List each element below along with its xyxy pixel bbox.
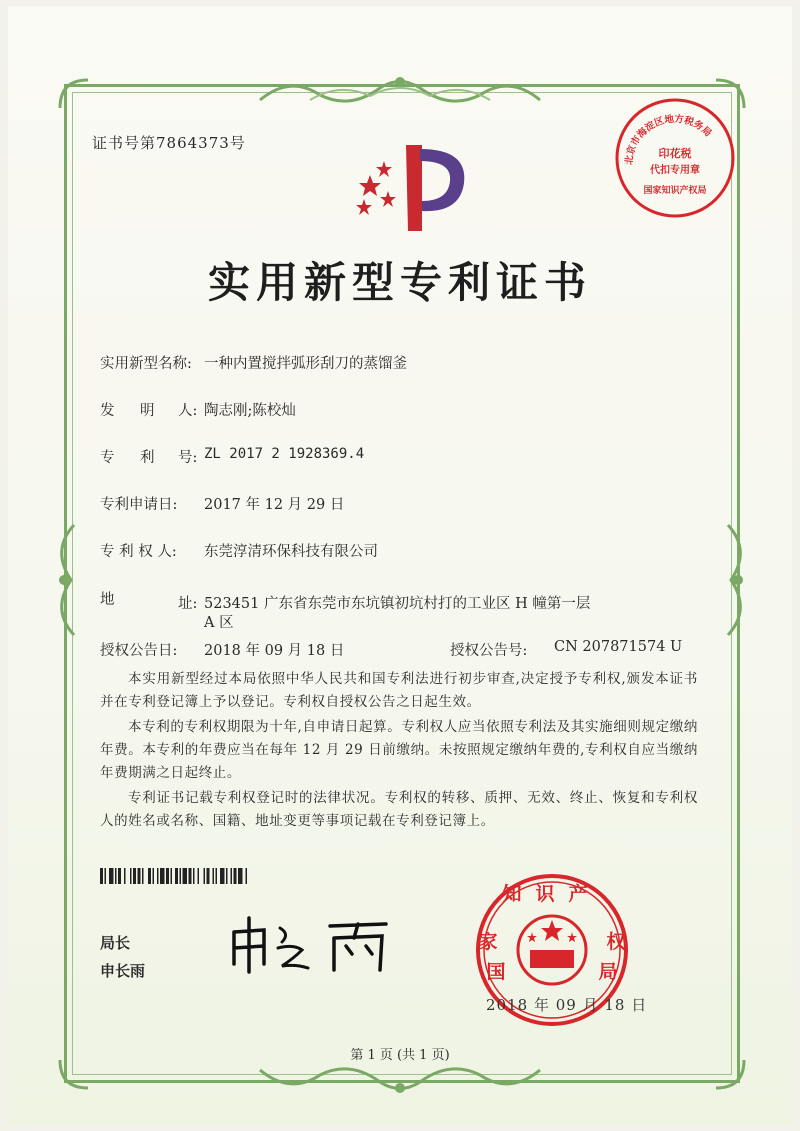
svg-text:家: 家 (478, 931, 498, 953)
barcode (100, 868, 300, 884)
barcode-bar (100, 868, 103, 884)
barcode-bar (216, 868, 218, 884)
grant-date-value: 2018 年 09 月 18 日 (204, 643, 345, 659)
corner-ornament-tl (56, 76, 92, 112)
barcode-bar (105, 868, 107, 884)
address-value-line-2: A 区 (204, 615, 234, 631)
tax-stamp (612, 95, 738, 221)
body-paragraph-3: 专利证书记载专利权登记时的法律状况。专利权的转移、质押、无效、终止、恢复和专利权人的姓名或名称、国籍、地址变更等事项记载在专利登记簿上。 (100, 790, 698, 829)
barcode-bar (109, 868, 114, 884)
certificate-number: 证书号第7864373号 (92, 134, 246, 152)
barcode-bar (133, 868, 136, 884)
barcode-bar (115, 868, 117, 884)
tax-stamp-line-2: 印花税 (658, 147, 692, 160)
director-title: 局长 (100, 934, 131, 952)
svg-text:局: 局 (598, 961, 618, 983)
name-label: 实用新型名称: (100, 356, 192, 372)
tax-stamp-line-3: 代扣专用章 (650, 165, 700, 176)
barcode-bar (193, 868, 195, 884)
barcode-bar (142, 868, 144, 884)
address-label-2: 址: (178, 596, 198, 612)
handwritten-signature (222, 910, 402, 980)
tax-stamp-arc-text: 北京市海淀区地方税务局 (623, 113, 714, 166)
barcode-bar (124, 868, 126, 884)
body-paragraph-2: 本专利的专利权期限为十年,自申请日起算。专利权人应当依照专利法及其实施细则规定缴纳年费。本专利的年费应当在每年 12 月 29 日前缴纳。未按照规定缴纳年费的,专利权自应当缴纳年费期满之日起终止。 (100, 719, 698, 781)
barcode-bar (180, 868, 182, 884)
inventor-value: 陶志刚;陈校灿 (204, 403, 296, 419)
barcode-bar (138, 868, 141, 884)
top-ornament (250, 70, 550, 110)
patent-label-1: 专 (100, 450, 115, 466)
tax-stamp-line-4: 国家知识产权局 (643, 186, 707, 196)
body-paragraph-1: 本实用新型经过本局依照中华人民共和国专利法进行初步审查,决定授予专利权,颁发本证书并在专利登记簿上予以登记。专利权自授权公告之日起生效。 (100, 671, 698, 710)
barcode-bar (118, 868, 121, 884)
grant-number-value: CN 207871574 U (554, 639, 683, 655)
left-ornament (46, 520, 86, 640)
right-ornament (716, 520, 756, 640)
bottom-ornament (250, 1060, 550, 1100)
barcode-bar (198, 868, 200, 884)
patent-number-value: ZL 2017 2 1928369.4 (204, 446, 365, 462)
barcode-bar (246, 868, 248, 884)
grant-date-label: 授权公告日: (100, 643, 178, 659)
barcode-bar (175, 868, 178, 884)
page-footer: 第 1 页 (共 1 页) (350, 1048, 450, 1063)
barcode-bar (157, 868, 159, 884)
barcode-bar (189, 868, 192, 884)
name-value: 一种内置搅拌弧形刮刀的蒸馏釜 (204, 356, 407, 372)
barcode-bar (171, 868, 173, 884)
barcode-bar (231, 868, 233, 884)
barcode-bar (130, 868, 132, 884)
address-label-1: 地 (100, 592, 115, 608)
svg-text:知识产: 知识产 (502, 883, 602, 905)
barcode-bar (166, 868, 169, 884)
svg-text:国: 国 (486, 961, 506, 983)
certificate-title: 实用新型专利证书 (207, 258, 592, 307)
barcode-bar (238, 868, 243, 884)
barcode-bar (204, 868, 206, 884)
inventor-label-3: 人: (178, 403, 198, 419)
patent-label-3: 号: (178, 450, 198, 466)
owner-label: 专 利 权 人: (100, 544, 177, 560)
address-value-line-1: 523451 广东省东莞市东坑镇初坑村打的工业区 H 幢第一层 (204, 596, 591, 612)
barcode-bar (234, 868, 237, 884)
filing-date-label: 专利申请日: (100, 497, 178, 513)
barcode-bar (207, 868, 210, 884)
barcode-bar (160, 868, 165, 884)
director-name: 申长雨 (100, 962, 146, 980)
owner-value: 东莞淳清环保科技有限公司 (204, 544, 378, 560)
barcode-bar (148, 868, 151, 884)
filing-date-value: 2017 年 12 月 29 日 (204, 497, 345, 513)
grant-number-label: 授权公告号: (450, 643, 528, 659)
seal-date: 2018 年 09 月 18 日 (486, 996, 648, 1014)
barcode-bar (153, 868, 155, 884)
barcode-bar (213, 868, 215, 884)
inventor-label-1: 发 (100, 403, 115, 419)
inventor-label-2: 明 (140, 403, 155, 419)
barcode-bar (226, 868, 228, 884)
cnipa-logo-icon (340, 135, 470, 235)
svg-text:权: 权 (606, 931, 626, 953)
patent-label-2: 利 (140, 450, 155, 466)
barcode-bar (220, 868, 225, 884)
barcode-bar (183, 868, 188, 884)
